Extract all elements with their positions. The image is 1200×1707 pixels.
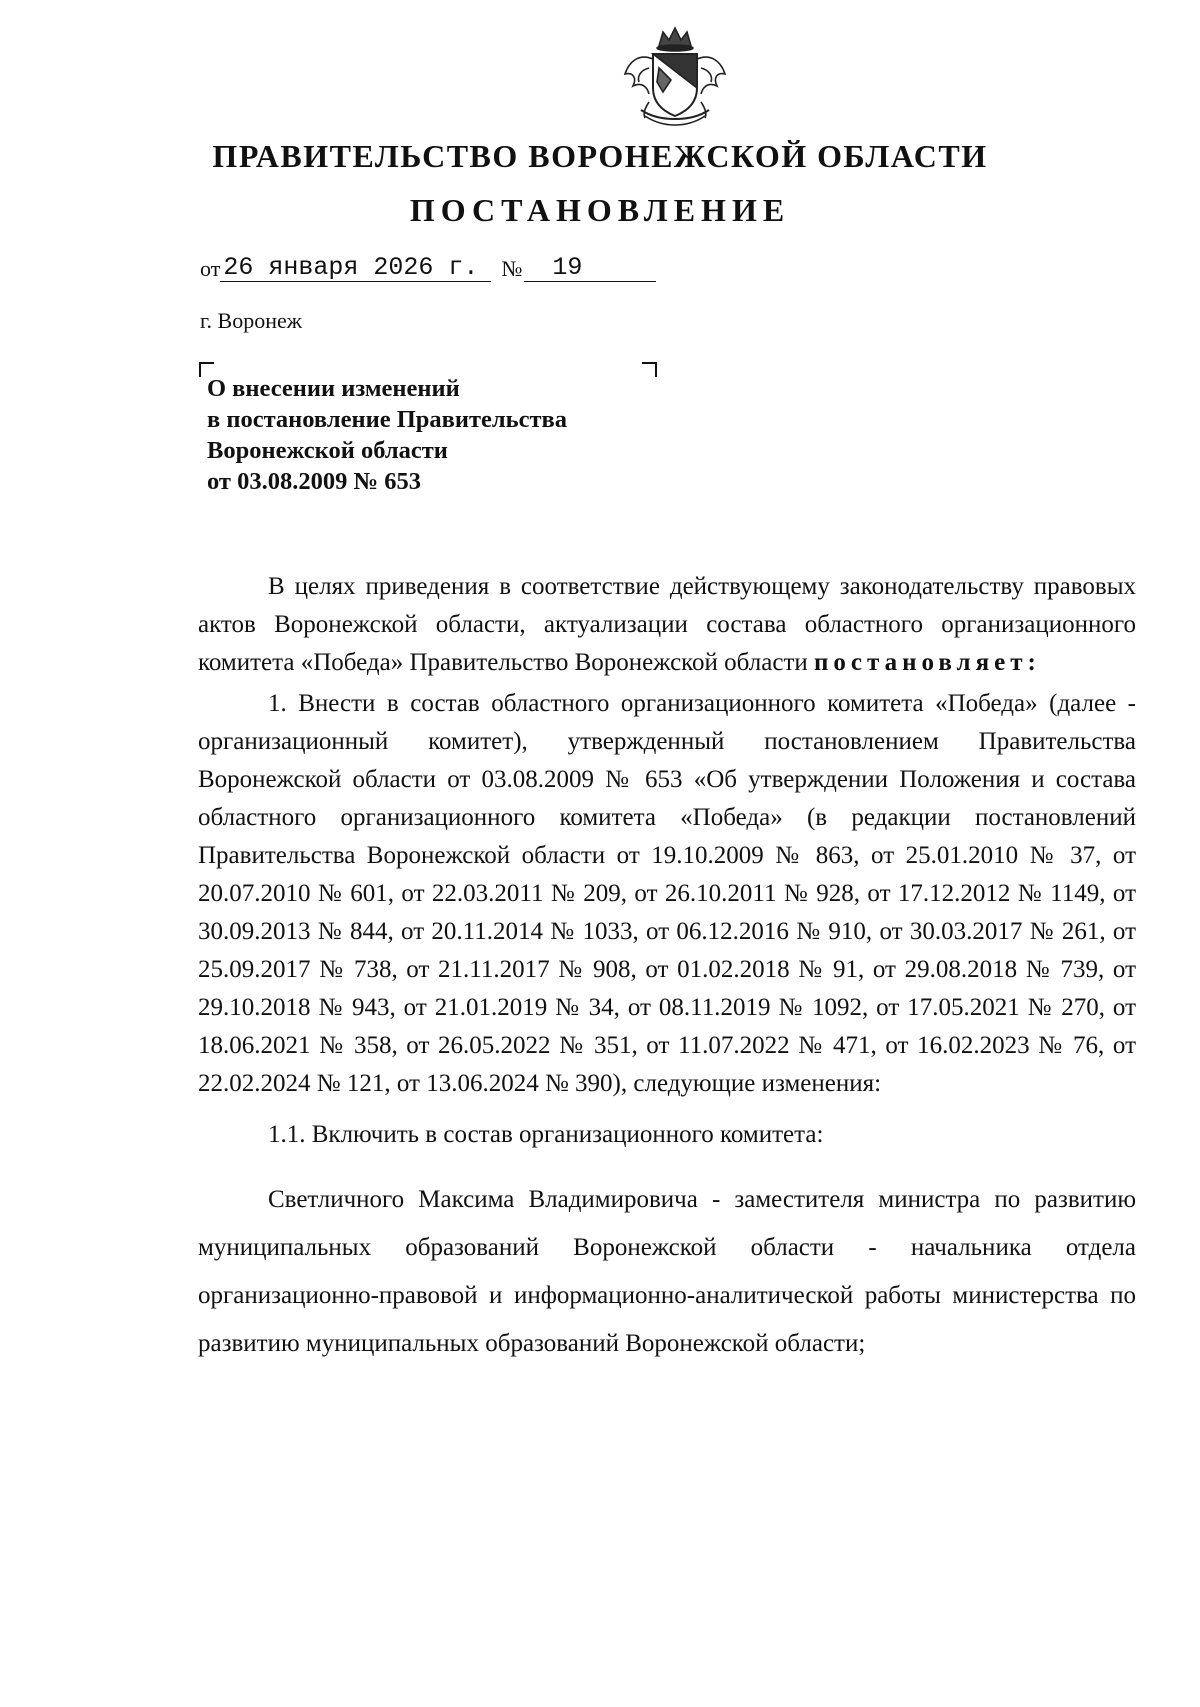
document-body	[198, 568, 1136, 1368]
government-title: ПРАВИТЕЛЬСТВО ВОРОНЕЖСКОЙ ОБЛАСТИ	[212, 138, 988, 174]
subject-line: в постановление Правительства	[207, 406, 567, 433]
item-1-paragraph: 1. Внести в состав областного организационного комитета «Победа» (далее - организационный комитет), утвержденный постановлением Правительства Воронежской области от 03.08.2009 № 653 «Об утверждении Положения и состава областного организационного комитета «Победа» (в редакции постановлений Правительства Воронежской области от 19.10.2009 № 863, от 25.01.2010 № 37, от 20.07.2010 № 601, от 22.03.2011 № 209, от 26.10.2011 № 928, от 17.12.2012 № 1149, от 30.09.2013 № 844, от 20.11.2014 № 1033, от 06.12.2016 № 910, от 30.03.2017 № 261, от 25.09.2017 № 738, от 21.11.2017 № 908, от 01.02.2018 № 91, от 29.08.2018 № 739, от 29.10.2018 № 943, от 21.01.2019 № 34, от 08.11.2019 № 1092, от 17.05.2021 № 270, от 18.06.2021 № 358, от 26.05.2022 № 351, от 11.07.2022 № 471, от 16.02.2023 № 76, от 22.02.2024 № 121, от 13.06.2024 № 390), следующие изменения:	[198, 690, 1136, 1097]
subject-line: О внесении изменений	[207, 375, 460, 402]
preamble-paragraph	[198, 568, 1136, 682]
coat-of-arms-icon	[619, 22, 731, 132]
subject-corner-right	[642, 362, 657, 377]
city-line: г. Воронеж	[200, 308, 302, 333]
item-1-1-paragraph: 1.1. Включить в состав организационного комитета:	[268, 1121, 824, 1148]
person-paragraph: Светличного Максима Владимировича - заместителя министра по развитию муниципальных образований Воронежской области - начальника отдела организационно-правовой и информационно-аналитической работы министерства по развитию муниципальных образований Воронежской области;	[198, 1186, 1136, 1357]
date-prefix: от	[200, 256, 221, 281]
number-label: №	[501, 256, 523, 281]
preamble-text: В целях приведения в соответствие действующему законодательству правовых актов Воронежской области, актуализации состава областного организационного комитета «Победа» Правительство Воронежской области	[198, 573, 1136, 676]
subject-block	[207, 373, 567, 497]
subject-line: от 03.08.2009 № 653	[207, 468, 421, 495]
document-number: 19	[524, 255, 656, 282]
document-type: ПОСТАНОВЛЕНИЕ	[409, 192, 791, 228]
date-line	[200, 255, 656, 282]
subject-line: Воронежской области	[207, 437, 448, 464]
document-date: 26 января 2026 г.	[220, 255, 491, 282]
resolves-text: постановляет:	[814, 649, 1041, 676]
